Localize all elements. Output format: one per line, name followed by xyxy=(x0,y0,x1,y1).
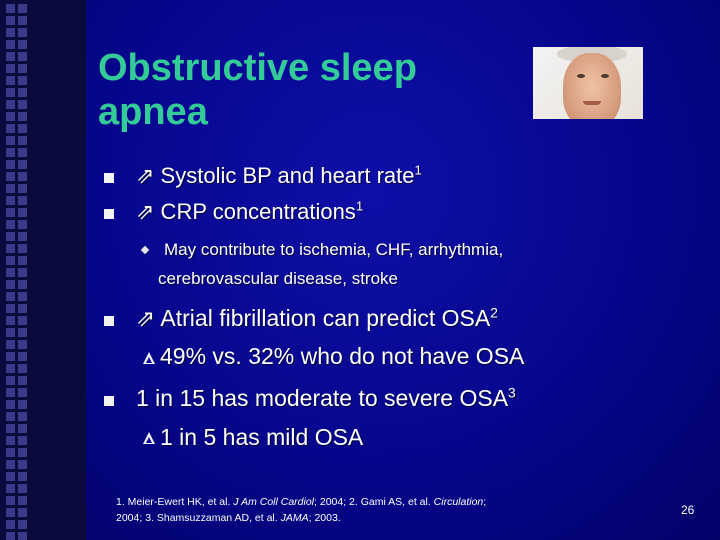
sub-bullet-line-1: May contribute to ischemia, CHF, arrhythmia, xyxy=(164,240,504,259)
portrait-face xyxy=(563,53,621,119)
portrait-photo xyxy=(533,47,643,119)
bullet-crp xyxy=(136,199,363,225)
pattern-tile xyxy=(18,352,27,361)
increase-arrow-icon: ⇗ xyxy=(136,200,155,225)
pattern-tile xyxy=(6,88,15,97)
pattern-tile xyxy=(18,40,27,49)
portrait-eye-left xyxy=(577,74,585,78)
pattern-tile xyxy=(6,52,15,61)
increase-arrow-icon: ⇗ xyxy=(136,164,155,189)
pattern-tile xyxy=(18,436,27,445)
footnote-journal: Circulation xyxy=(433,496,484,508)
pattern-tile xyxy=(18,280,27,289)
pattern-tile xyxy=(6,460,15,469)
pattern-tile xyxy=(6,508,15,517)
pattern-tile xyxy=(18,100,27,109)
pattern-tile xyxy=(18,460,27,469)
reference-superscript: 1 xyxy=(355,198,364,214)
pattern-tile xyxy=(6,424,15,433)
pattern-tile xyxy=(6,292,15,301)
pattern-tile xyxy=(6,196,15,205)
pattern-tile xyxy=(18,124,27,133)
square-bullet-icon xyxy=(104,316,114,326)
reference-superscript: 1 xyxy=(414,162,422,178)
increase-arrow-icon: ⇗ xyxy=(136,306,156,332)
pattern-tile xyxy=(18,112,27,121)
pattern-tile xyxy=(18,400,27,409)
pattern-tile xyxy=(6,520,15,529)
footnote-text: 2004; 3. Shamsuzzaman AD, et al. xyxy=(116,512,281,524)
pattern-tile xyxy=(6,328,15,337)
footnote-journal: J Am Coll Cardiol xyxy=(233,496,315,508)
pattern-tile xyxy=(18,496,27,505)
sub-bullet-line-2: cerebrovascular disease, stroke xyxy=(158,269,399,288)
square-bullet-icon xyxy=(104,209,114,219)
footnote-text: ; 2004; 2. Gami AS, et al. xyxy=(314,496,434,508)
pattern-tile xyxy=(6,28,15,37)
footnote-journal: JAMA xyxy=(280,512,309,524)
pattern-tile xyxy=(6,208,15,217)
pattern-tile xyxy=(18,16,27,25)
title-line-2: apnea xyxy=(98,91,208,133)
pattern-tile xyxy=(18,88,27,97)
pattern-tile xyxy=(6,148,15,157)
pattern-tile xyxy=(6,76,15,85)
bullet-text: 1 in 15 has moderate to severe OSA xyxy=(136,385,509,411)
pattern-tile xyxy=(18,508,27,517)
pattern-tile xyxy=(18,256,27,265)
bullet-atrial-fibrillation xyxy=(136,305,498,332)
pattern-tile xyxy=(18,76,27,85)
triangle-bullet-icon xyxy=(142,351,156,365)
pattern-tile xyxy=(18,160,27,169)
pattern-tile xyxy=(18,340,27,349)
pattern-tile xyxy=(6,244,15,253)
page-number: 26 xyxy=(681,503,695,517)
pattern-tile xyxy=(6,220,15,229)
pattern-tile xyxy=(18,304,27,313)
square-bullet-icon xyxy=(104,173,114,183)
pattern-tile xyxy=(18,172,27,181)
pattern-tile xyxy=(6,388,15,397)
pattern-tile xyxy=(6,400,15,409)
bullet-systolic-bp xyxy=(136,163,422,189)
bullet-1-in-15 xyxy=(136,385,516,412)
pattern-tile xyxy=(6,184,15,193)
pattern-tile xyxy=(18,136,27,145)
portrait-eye-right xyxy=(601,74,609,78)
pattern-tile xyxy=(18,484,27,493)
pattern-tile xyxy=(18,316,27,325)
triangle-bullet-icon xyxy=(142,431,156,445)
pattern-tile xyxy=(18,292,27,301)
pattern-tile xyxy=(18,424,27,433)
pattern-tile xyxy=(6,124,15,133)
pattern-tile xyxy=(18,184,27,193)
pattern-tile xyxy=(18,148,27,157)
bullet-text: Atrial fibrillation can predict OSA xyxy=(155,305,491,331)
pattern-tile xyxy=(18,376,27,385)
square-bullet-icon xyxy=(104,396,114,406)
sub-bullet-49-percent: 49% vs. 32% who do not have OSA xyxy=(160,343,525,369)
pattern-tile xyxy=(18,412,27,421)
pattern-tile xyxy=(6,448,15,457)
pattern-tile xyxy=(6,160,15,169)
pattern-tile xyxy=(6,280,15,289)
pattern-tile xyxy=(18,52,27,61)
slide-title xyxy=(98,46,518,134)
pattern-tile xyxy=(6,268,15,277)
pattern-tile xyxy=(6,364,15,373)
bullet-text: Systolic BP and heart rate xyxy=(154,163,415,188)
footnote-text: ; xyxy=(483,496,487,508)
pattern-tile xyxy=(6,232,15,241)
bullet-text: CRP concentrations xyxy=(154,199,356,224)
pattern-tile xyxy=(18,520,27,529)
pattern-tile xyxy=(18,64,27,73)
pattern-tile xyxy=(18,244,27,253)
pattern-tile xyxy=(6,100,15,109)
pattern-tile xyxy=(6,472,15,481)
pattern-tile xyxy=(18,388,27,397)
portrait-mouth xyxy=(583,101,601,105)
pattern-tile xyxy=(6,16,15,25)
pattern-tile xyxy=(6,4,15,13)
pattern-tile xyxy=(18,532,27,540)
pattern-tile xyxy=(18,232,27,241)
pattern-tile xyxy=(6,436,15,445)
pattern-tile xyxy=(6,352,15,361)
pattern-tile xyxy=(6,496,15,505)
pattern-tile xyxy=(18,196,27,205)
pattern-tile xyxy=(6,340,15,349)
pattern-tile xyxy=(18,208,27,217)
pattern-tile xyxy=(18,364,27,373)
pattern-tile xyxy=(18,4,27,13)
pattern-tile xyxy=(6,412,15,421)
pattern-tile xyxy=(6,316,15,325)
pattern-tile xyxy=(6,484,15,493)
pattern-tile xyxy=(6,136,15,145)
footnote-text: 1. Meier-Ewert HK, et al. xyxy=(116,496,234,508)
pattern-tile xyxy=(18,220,27,229)
pattern-tile xyxy=(6,532,15,540)
pattern-tile xyxy=(6,172,15,181)
pattern-tile xyxy=(6,256,15,265)
pattern-tile xyxy=(6,64,15,73)
pattern-tile xyxy=(18,328,27,337)
pattern-tile xyxy=(6,40,15,49)
reference-superscript: 2 xyxy=(490,305,498,321)
footnote-text: ; 2003. xyxy=(308,512,341,524)
pattern-tile xyxy=(18,28,27,37)
pattern-tile xyxy=(18,448,27,457)
reference-superscript: 3 xyxy=(508,385,516,401)
pattern-tile xyxy=(18,472,27,481)
sub-bullet-1-in-5: 1 in 5 has mild OSA xyxy=(160,424,364,450)
pattern-tile xyxy=(6,112,15,121)
pattern-tile xyxy=(6,376,15,385)
decorative-side-strip xyxy=(0,0,86,540)
pattern-tile xyxy=(6,304,15,313)
title-line-1: Obstructive sleep xyxy=(98,47,417,89)
references-footnote xyxy=(116,494,556,526)
pattern-tile xyxy=(18,268,27,277)
